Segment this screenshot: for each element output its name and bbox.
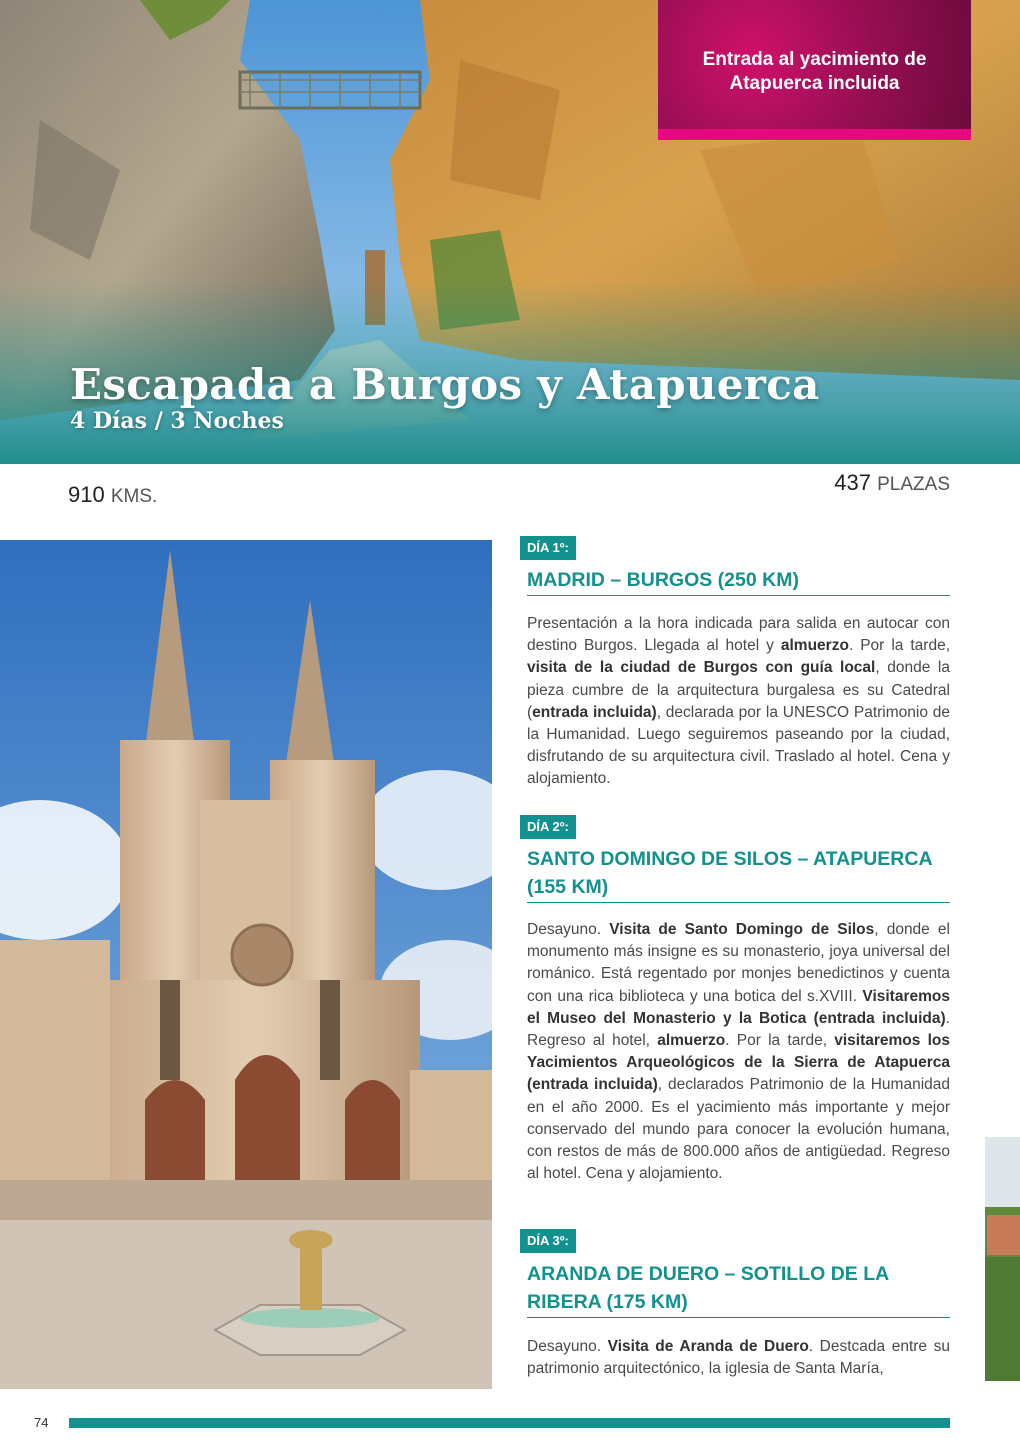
highlight-text: Visitaremos el Museo del Monasterio y la Botica (entrada incluida) bbox=[527, 987, 950, 1027]
day-2-title: SANTO DOMINGO DE SILOS – ATAPUERCA (155 KM) bbox=[527, 845, 950, 903]
cathedral-photo bbox=[0, 540, 492, 1389]
village-photo-edge bbox=[985, 1137, 1020, 1381]
highlight-text: almuerzo bbox=[657, 1032, 726, 1050]
trip-duration: 4 Días / 3 Noches bbox=[70, 408, 284, 434]
highlight-text: visita de la ciudad de Burgos con guía local bbox=[527, 659, 876, 677]
page-title: Escapada a Burgos y Atapuerca bbox=[70, 360, 820, 409]
hero-banner bbox=[0, 0, 1020, 464]
seats-stat: 437 PLAZAS bbox=[834, 470, 950, 495]
highlight-text: entrada incluida) bbox=[532, 703, 657, 721]
distance-stat: 910 KMS. bbox=[68, 482, 158, 507]
promo-badge bbox=[658, 0, 971, 140]
day-2-description: Desayuno. Visita de Santo Domingo de Silos, donde el monumento más insigne es su monasterio, joya universal del románico. Está regentado por monjes benedictinos y cuenta con una rica biblioteca y una botica del s.XVIII. Visitaremos el Museo del Monasterio y la Botica (entrada incluida). Regreso al hotel, almuerzo. Por la tarde, visitaremos los Yacimientos Arqueológicos de la Sierra de Atapuerca (entrada incluida), declarados Patrimonio de la Humanidad en el año 2000. Es el yacimiento más importante y mejor conservado del mundo para conocer la evolución humana, con restos de más de 800.000 años de antigüedad. Regreso al hotel. Cena y alojamiento. bbox=[527, 921, 950, 1183]
page-number: 74 bbox=[34, 1415, 49, 1430]
highlight-text: almuerzo bbox=[780, 637, 849, 655]
promo-badge-text: Entrada al yacimiento de Atapuerca incluida bbox=[702, 49, 927, 94]
day-2-tag: DÍA 2º: bbox=[520, 815, 576, 839]
day-3-title: ARANDA DE DUERO – SOTILLO DE LA RIBERA (175 KM) bbox=[527, 1260, 950, 1318]
highlight-text: Visita de Aranda de Duero bbox=[607, 1338, 809, 1355]
day-1-title: MADRID – BURGOS (250 KM) bbox=[527, 566, 950, 596]
day-1-description: Presentación a la hora indicada para salida en autocar con destino Burgos. Llegada al hotel y almuerzo. Por la tarde, visita de la ciudad de Burgos con guía local, donde la pieza cumbre de la arquitectura burgalesa es su Catedral (entrada incluida), declarada por la UNESCO Patrimonio de la Humanidad. Luego seguiremos paseando por la ciudad, disfrutando de su arquitectura civil. Traslado al hotel. Cena y alojamiento. bbox=[527, 615, 951, 788]
day-3-description: Desayuno. Visita de Aranda de Duero. Destcada entre su patrimonio arquitectónico, la iglesia de Santa María, bbox=[527, 1338, 950, 1378]
highlight-text: visitaremos los Yacimientos Arqueológicos de la Sierra de Atapuerca (entrada incluida) bbox=[527, 1032, 950, 1094]
day-3-tag: DÍA 3º: bbox=[520, 1229, 576, 1253]
day-1-tag: DÍA 1º: bbox=[520, 536, 576, 560]
promo-badge-underline bbox=[658, 129, 971, 140]
footer-bar bbox=[69, 1418, 950, 1428]
highlight-text: Visita de Santo Domingo de Silos bbox=[609, 921, 875, 938]
